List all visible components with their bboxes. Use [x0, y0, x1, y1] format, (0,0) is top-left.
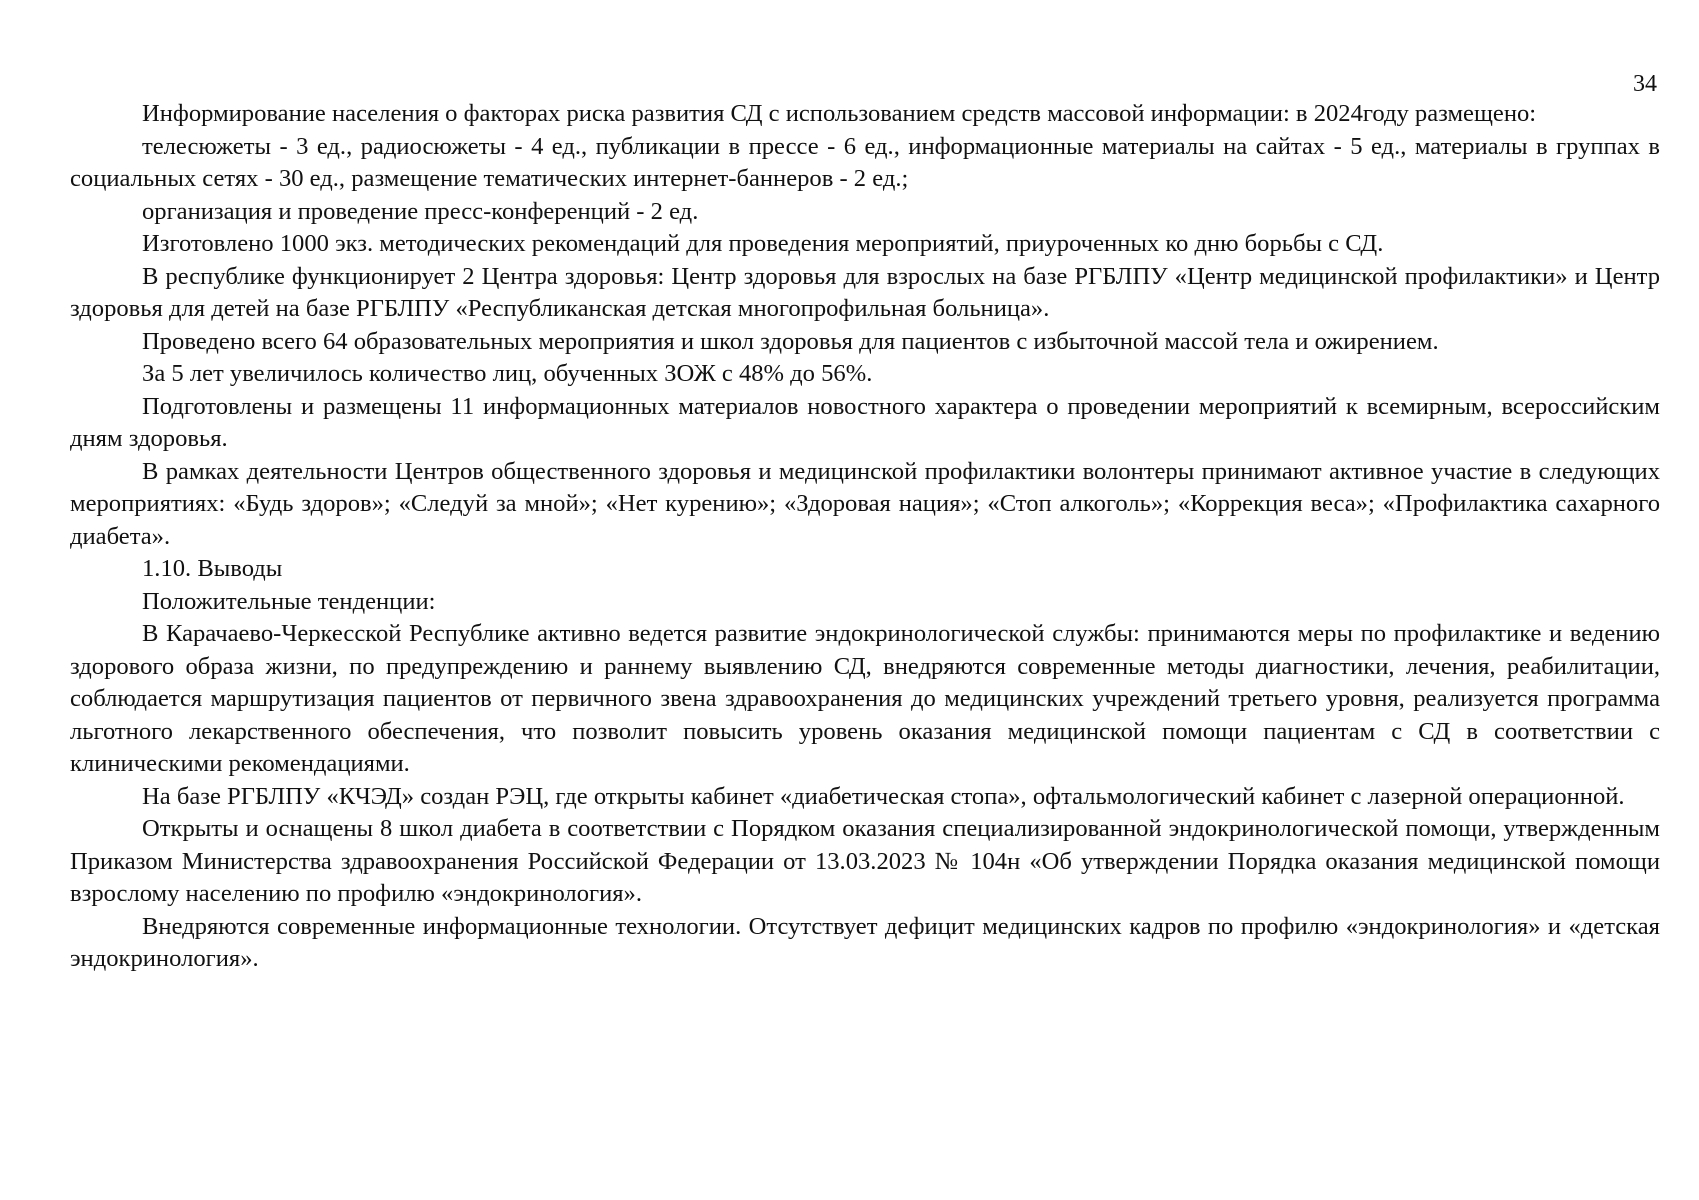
paragraph-endocrinology-development: В Карачаево-Черкесской Республике активно ведется развитие эндокринологической службы: принимаются меры по профилактике и ведению здорового образа жизни, по предупреждению и раннему выявлению СД, внедряются современные методы диагностики, лечения, реабилитации, соблюдается маршрутизация пациентов от первичного звена здравоохранения до медицинских учреждений третьего уровня, реализуется программа льготного лекарственного обеспечения, что позволит повысить уровень оказания медицинской помощи пациентам с СД в соответствии с клиническими рекомендациями. — [70, 620, 1660, 777]
paragraph-media-info: Информирование населения о факторах риска развития СД с использованием средств массовой информации: в 2024году размещено: — [142, 100, 1537, 127]
paragraph-positive-trends-heading: Положительные тенденции: — [142, 587, 436, 615]
paragraph-zozh-trained: За 5 лет увеличилось количество лиц, обученных ЗОЖ с 48% до 56%. — [142, 360, 873, 387]
paragraph-methodical-recommendations: Изготовлено 1000 экз. методических рекомендаций для проведения мероприятий, приуроченных ко дню борьбы с СД. — [142, 230, 1384, 257]
document-body — [70, 98, 1660, 976]
paragraph-diabetes-schools: Открыты и оснащены 8 школ диабета в соответствии с Порядком оказания специализированной эндокринологической помощи, утвержденным Приказом Министерства здравоохранения Российской Федерации от 13.03.2023 № 104н «Об утверждении Порядка оказания медицинской помощи взрослому населению по профилю «эндокринология». — [70, 815, 1660, 907]
page-number: 34 — [1633, 71, 1657, 97]
paragraph-it-technologies: Внедряются современные информационные технологии. Отсутствует дефицит медицинских кадров по профилю «эндокринология» и «детская эндокринология». — [70, 912, 1660, 972]
paragraph-news-materials: Подготовлены и размещены 11 информационных материалов новостного характера о проведении мероприятий к всемирным, всероссийским дням здоровья. — [70, 392, 1660, 452]
paragraph-media-counts: телесюжеты - 3 ед., радиосюжеты - 4 ед., публикации в прессе - 6 ед., информационные материалы на сайтах - 5 ед., материалы в группах в социальных сетях - 30 ед., размещение тематических интернет-баннеров - 2 ед.; — [70, 132, 1660, 192]
paragraph-volunteers: В рамках деятельности Центров общественного здоровья и медицинской профилактики волонтеры принимают активное участие в следующих мероприятиях: «Будь здоров»; «Следуй за мной»; «Нет курению»; «Здоровая нация»; «Стоп алкоголь»; «Коррекция веса»; «Профилактика сахарного диабета». — [70, 457, 1660, 550]
section-title: 1.10. Выводы — [142, 555, 283, 582]
paragraph-health-centers: В республике функционирует 2 Центра здоровья: Центр здоровья для взрослых на базе РГБЛПУ «Центр медицинской профилактики» и Центр здоровья для детей на базе РГБЛПУ «Республиканская детская многопрофильная больница». — [70, 262, 1660, 322]
paragraph-educational-events: Проведено всего 64 образовательных мероприятия и школ здоровья для пациентов с избыточной массой тела и ожирением. — [142, 327, 1439, 355]
paragraph-rec-center: На базе РГБЛПУ «КЧЭД» создан РЭЦ, где открыты кабинет «диабетическая стопа», офтальмологический кабинет с лазерной операционной. — [142, 782, 1625, 810]
paragraph-press-conferences: организация и проведение пресс-конференций - 2 ед. — [142, 197, 699, 225]
